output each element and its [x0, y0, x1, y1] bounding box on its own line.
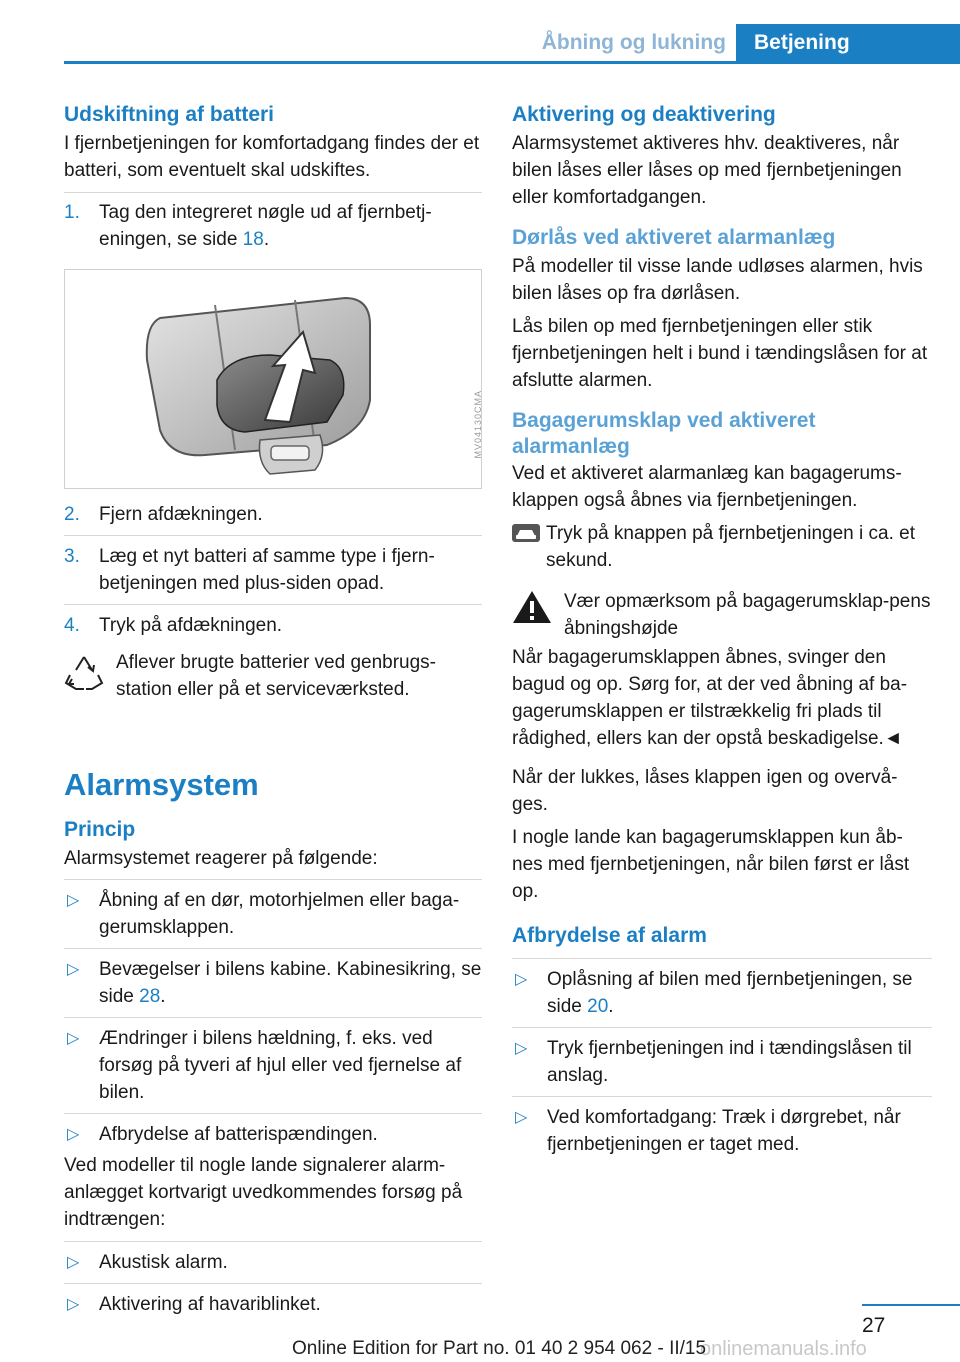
bullet-triangle-icon: ▷ — [515, 971, 528, 988]
battery-intro: I fjernbetjeningen for komfortadgang findes der et batteri, som eventuelt skal udskiftes. — [64, 133, 480, 181]
interrupt-bullets — [512, 1104, 932, 1158]
principle-bullets — [64, 956, 482, 1010]
right-column — [512, 100, 932, 1158]
doorlock-text-1: På modeller til visse lande udløses alarmen, hvis bilen låses op fra dørlåsen. — [512, 256, 923, 304]
principle-bullets — [64, 1121, 482, 1148]
divider — [64, 604, 482, 605]
battery-steps-continued — [64, 612, 482, 639]
close-text: Når der lukkes, låses klappen igen og overvå‐ges. — [512, 767, 898, 815]
bullet-triangle-icon: ▷ — [67, 1296, 80, 1313]
footer-rule — [862, 1304, 960, 1306]
trunk-button-icon — [512, 524, 540, 547]
bullet-text: Akustisk alarm. — [99, 1252, 228, 1273]
doorlock-heading: Dørlås ved aktiveret alarmanlæg — [512, 226, 836, 249]
list-item — [64, 543, 482, 597]
step-text: Læg et nyt batteri af samme type i fjern‐betjeningen med plus-siden opad. — [99, 546, 435, 594]
bullet-text: Oplåsning af bilen med fjernbetjeningen, se side — [547, 969, 913, 1017]
alarm-title: Alarmsystem — [64, 767, 259, 802]
battery-steps — [64, 199, 482, 253]
step-number: 1. — [64, 202, 80, 223]
step-number: 3. — [64, 546, 80, 567]
principle-intro: Alarmsystemet reagerer på følgende: — [64, 848, 378, 869]
divider — [64, 1283, 482, 1284]
list-item — [64, 1025, 482, 1106]
divider — [512, 958, 932, 959]
list-item — [64, 887, 482, 941]
trunk-heading: Bagagerumsklap ved aktiveret alarmanlæg — [512, 409, 816, 458]
bullet-text: Afbrydelse af batterispændingen. — [99, 1124, 378, 1145]
divider — [64, 1241, 482, 1242]
countries-text: I nogle lande kan bagagerumsklappen kun åb‐nes med fjernbetjeningen, når bilen først er låst op. — [512, 827, 910, 902]
bullet-text: Ved komfortadgang: Træk i dørgrebet, når fjernbetjeningen er taget med. — [547, 1107, 901, 1155]
list-item — [64, 956, 482, 1010]
bullet-triangle-icon: ▷ — [67, 961, 80, 978]
recycle-text: Aflever brugte batterier ved genbrugs‐station eller på et serviceværksted. — [116, 652, 437, 700]
bullet-triangle-icon: ▷ — [67, 1254, 80, 1271]
bullet-triangle-icon: ▷ — [67, 1030, 80, 1047]
step-number: 2. — [64, 504, 80, 525]
section-tab[interactable]: Åbning og lukning — [541, 31, 726, 54]
page-number: 27 — [862, 1314, 886, 1337]
list-item — [64, 1249, 482, 1276]
recycle-note — [64, 649, 482, 703]
models-text: Ved modeller til nogle lande signalerer alarm‐anlægget kortvarigt uvedkommendes forsøg på indtrængen: — [64, 1155, 463, 1230]
chapter-tab[interactable]: Betjening — [736, 24, 960, 61]
battery-steps-continued — [64, 501, 482, 528]
step-number: 4. — [64, 615, 80, 636]
list-item — [64, 1121, 482, 1148]
warning-icon — [512, 590, 552, 629]
figure-code: MV04130CMA — [473, 390, 483, 459]
divider — [64, 192, 482, 193]
bullet-text: Åbning af en dør, motorhjelmen eller baga‐gerumsklappen. — [99, 890, 460, 938]
interrupt-heading: Afbrydelse af alarm — [512, 924, 707, 947]
list-item — [512, 1035, 932, 1089]
doorlock-text-2: Lås bilen op med fjernbetjeningen eller stik fjernbetjeningen helt i bund i tændingslåsen for at afslutte alarmen. — [512, 316, 928, 391]
trunk-press-text: Tryk på knappen på fjernbetjeningen i ca. et sekund. — [546, 523, 915, 571]
trunk-text: Ved et aktiveret alarmanlæg kan bagagerums‐klappen også åbnes via fjernbetjeningen. — [512, 463, 902, 511]
divider — [64, 948, 482, 949]
principle-bullets — [64, 887, 482, 941]
bullet-text: Ændringer i bilens hældning, f. eks. ved forsøg på tyveri af hjul eller ved fjernelse af bilen. — [99, 1028, 462, 1103]
divider — [64, 1017, 482, 1018]
trunk-press-row — [512, 520, 932, 574]
divider — [64, 1113, 482, 1114]
page-link-18[interactable]: 18 — [242, 229, 264, 250]
bullet-text: Bevægelser i bilens kabine. Kabinesikring, se side — [99, 959, 482, 1007]
watermark-text: onlinemanuals.info — [700, 1338, 867, 1360]
step-text: Fjern afdækningen. — [99, 504, 263, 525]
step-text: Tryk på afdækningen. — [99, 615, 283, 636]
activation-heading: Aktivering og deaktivering — [512, 103, 776, 126]
divider — [64, 879, 482, 880]
divider — [512, 1027, 932, 1028]
divider — [64, 535, 482, 536]
battery-heading: Udskiftning af batteri — [64, 103, 275, 126]
page-link-28[interactable]: 28 — [139, 986, 161, 1007]
activation-text: Alarmsystemet aktiveres hhv. deaktiveres, når bilen låses eller låses op med fjernbetjeningen eller komfortadgangen. — [512, 133, 902, 208]
page-link-20[interactable]: 20 — [587, 996, 609, 1017]
principle-bullets — [64, 1025, 482, 1106]
bullet-triangle-icon: ▷ — [67, 1126, 80, 1143]
list-item — [64, 612, 482, 639]
alert-bullets — [64, 1291, 482, 1318]
interrupt-bullets — [512, 1035, 932, 1089]
edition-footer: Online Edition for Part no. 01 40 2 954 062 - II/15 — [292, 1338, 707, 1359]
bullet-end: . — [160, 986, 166, 1007]
steps-after — [64, 501, 482, 639]
left-column — [64, 100, 482, 1318]
principle-heading: Princip — [64, 818, 136, 841]
divider — [512, 1096, 932, 1097]
alert-bullets — [64, 1249, 482, 1276]
header-rule — [64, 61, 960, 64]
interrupt-bullets — [512, 966, 932, 1020]
bullet-triangle-icon: ▷ — [515, 1040, 528, 1057]
list-item — [64, 1291, 482, 1318]
list-item — [512, 1104, 932, 1158]
bullet-triangle-icon: ▷ — [515, 1109, 528, 1126]
list-item — [64, 501, 482, 528]
step-text: Tag den integreret nøgle ud af fjernbetj‐eningen, se side — [99, 202, 432, 250]
bullet-text: Tryk fjernbetjeningen ind i tændingslåsen til anslag. — [547, 1038, 912, 1086]
bullet-text: Aktivering af havariblinket. — [99, 1294, 321, 1315]
battery-steps-continued — [64, 543, 482, 597]
bullet-end: . — [608, 996, 614, 1017]
list-item — [512, 966, 932, 1020]
bullet-triangle-icon: ▷ — [67, 892, 80, 909]
remote-key-illustration — [65, 270, 481, 488]
step-end: . — [263, 229, 270, 250]
recycle-icon — [64, 653, 104, 698]
list-item — [64, 199, 482, 253]
warning-body: Når bagagerumsklappen åbnes, svinger den bagud og op. Sørg for, at der ved åbning af ba‐gagerumsklappen er tilstrækkelig fri plads til rådighed, ellers kan der opstå beskadigelse.◄ — [512, 647, 908, 749]
warning-note — [512, 588, 932, 642]
key-battery-figure — [64, 269, 482, 489]
warning-text: Vær opmærksom på bagagerumsklap‐pens åbningshøjde — [564, 591, 931, 639]
